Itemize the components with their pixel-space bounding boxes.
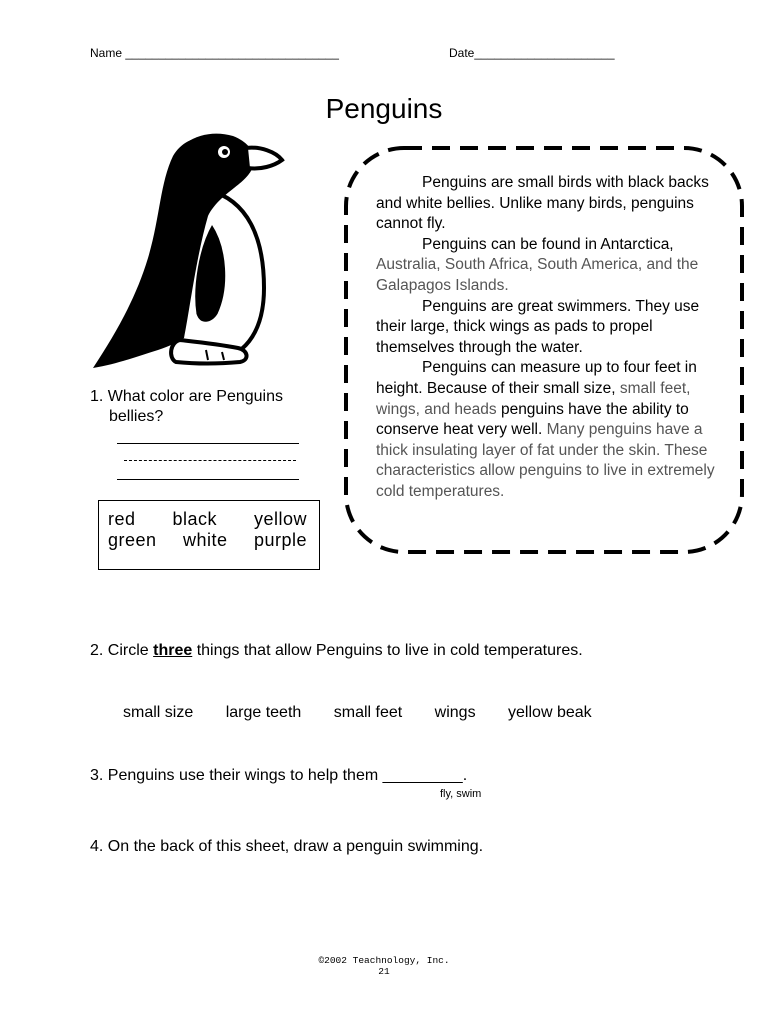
word-purple: purple [253,530,307,550]
answer-choices [123,704,592,722]
word-black: black [172,509,217,529]
answer-line-1[interactable] [117,443,299,444]
page-title: Penguins [325,93,443,124]
paragraph-4 [376,358,716,502]
question-3: 3. Penguins use their wings to help them _________. [90,767,468,784]
question-4: 4. On the back of this sheet, draw a penguin swimming. [90,838,484,855]
paragraph-3: Penguins are great swimmers. They use their large, thick wings as pads to propel themselves through the water. [376,297,700,356]
word-green: green [108,530,157,550]
paragraph-4-text-d: Many penguins have a thick insulating layer of fat under the skin. These characteristics allow penguins to live in extremely cold temperatures. [376,421,715,500]
choice-large-teeth[interactable]: large teeth [225,704,302,721]
paragraph-1: Penguins are small birds with black backs and white bellies. Unlike many birds, penguins cannot fly. [376,174,709,233]
paragraph-4-text-c: penguins have the ability to conserve heat very well. [376,400,689,439]
page-number: 21 [378,966,390,977]
paragraph-4-text-a: Penguins can measure up to four feet in height. Because of their small size, [376,359,697,397]
name-field-label: Name ________________________________ [90,46,339,60]
choice-small-size[interactable]: small size [123,704,194,721]
paragraph-2 [376,235,716,297]
paragraph-4-text-b: small feet, wings, and heads [376,379,691,418]
paragraph-2-text-a: Penguins can be found in Antarctica, [422,235,674,253]
word-white: white [182,530,228,550]
word-red: red [108,509,136,529]
footer [0,955,768,977]
answer-line-3[interactable] [117,479,299,480]
question-1-line-2: bellies? [109,408,164,425]
choice-yellow-beak[interactable]: yellow beak [508,704,592,721]
choice-wings[interactable]: wings [434,704,476,721]
penguin-illustration [88,128,288,373]
question-1 [90,387,320,427]
question-2 [90,642,583,660]
answer-line-2[interactable] [124,460,296,461]
question-2-prefix: 2. Circle [90,642,154,659]
question-2-suffix: things that allow Penguins to live in cold temperatures. [192,642,583,659]
question-1-line-1: 1. What color are Penguins [90,388,283,405]
word-bank-row-1 [99,509,319,530]
question-2-emphasis: three [153,642,193,659]
choice-small-feet[interactable]: small feet [333,704,403,721]
question-3-hint: fly, swim [440,788,482,800]
word-yellow: yellow [253,509,307,529]
word-bank-row-2 [99,530,319,551]
date-field-label: Date_____________________ [449,46,615,60]
word-bank [98,500,320,570]
reading-passage [376,173,716,503]
paragraph-2-text-b: Australia, South Africa, South America, and the Galapagos Islands. [376,256,699,294]
copyright-text: ©2002 Teachnology, Inc. [318,955,450,966]
